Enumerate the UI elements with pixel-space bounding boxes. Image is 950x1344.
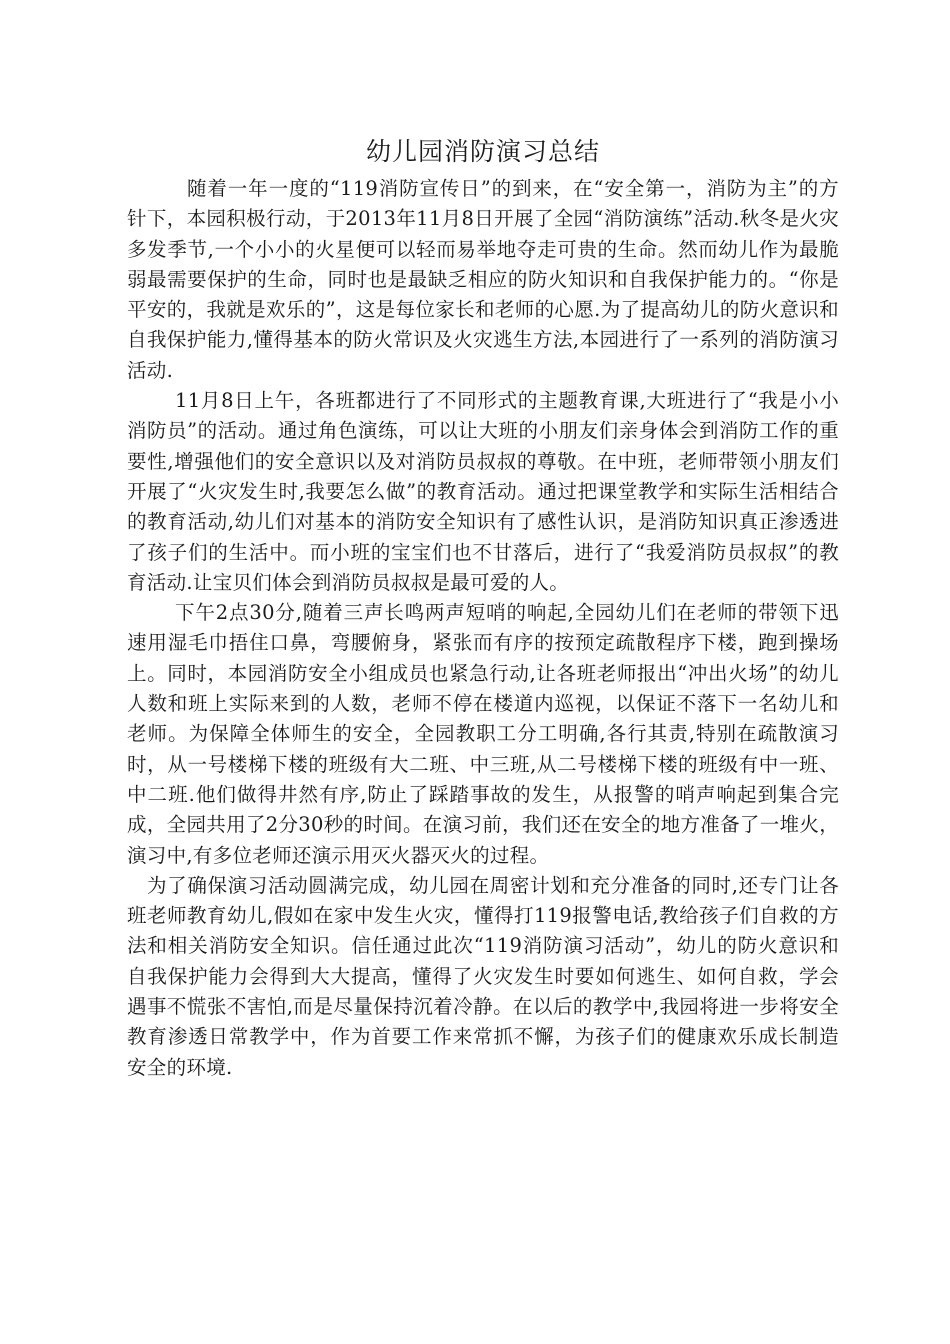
document-page (127, 132, 839, 1083)
document-title: 幼儿园消防演习总结 (365, 137, 600, 166)
paragraph-morning-activities: 11月8日上午，各班都进行了不同形式的主题教育课,大班进行了“我是小小消防员”的活动。通过角色演练，可以让大班的小朋友们亲身体会到消防工作的重要性,增强他们的安全意识以及对消防员叔叔的尊敬。在中班，老师带领小朋友们开展了“火灾发生时,我要怎么做”的教育活动。通过把课堂教学和实际生活相结合的教育活动,幼儿们对基本的消防安全知识有了感性认识，是消防知识真正渗透进了孩子们的生活中。而小班的宝宝们也不甘落后，进行了“我爱消防员叔叔”的教育活动.让宝贝们体会到消防员叔叔是最可爱的人。 (127, 389, 839, 594)
paragraph-afternoon-drill: 下午2点30分,随着三声长鸣两声短哨的响起,全园幼儿们在老师的带领下迅速用湿毛巾捂住口鼻，弯腰俯身，紧张而有序的按预定疏散程序下楼，跑到操场上。同时，本园消防安全小组成员也紧急行动,让各班老师报出“冲出火场”的幼儿人数和班上实际来到的人数，老师不停在楼道内巡视，以保证不落下一名幼儿和老师。为保障全体师生的安全，全园教职工分工明确,各行其责,特别在疏散演习时，从一号楼梯下楼的班级有大二班、中三班,从二号楼梯下楼的班级有中一班、中二班.他们做得井然有序,防止了踩踏事故的发生，从报警的哨声响起到集合完成，全园共用了2分30秒的时间。在演习前，我们还在安全的地方准备了一堆火，演习中,有多位老师还演示用灭火器灭火的过程。 (127, 601, 839, 867)
paragraph-conclusion: 为了确保演习活动圆满完成，幼儿园在周密计划和充分准备的同时,还专门让各班老师教育幼儿,假如在家中发生火灾，懂得打119报警电话,教给孩子们自救的方法和相关消防安全知识。信任通过此次“119消防演习活动”，幼儿的防火意识和自我保护能力会得到大大提高，懂得了火灾发生时要如何逃生、如何自救，学会遇事不慌张不害怕,而是尽量保持沉着冷静。在以后的教学中,我园将进一步将安全教育渗透日常教学中，作为首要工作来常抓不懈，为孩子们的健康欢乐成长制造安全的环境. (127, 873, 839, 1079)
paragraph-intro: 随着一年一度的“119消防宣传日”的到来，在“安全第一，消防为主”的方针下，本园积极行动，于2013年11月8日开展了全园“消防演练”活动.秋冬是火灾多发季节,一个小小的火星便可以轻而易举地夺走可贵的生命。然而幼儿作为最脆弱最需要保护的生命，同时也是最缺乏相应的防火知识和自我保护能力的。“你是平安的，我就是欢乐的”，这是每位家长和老师的心愿.为了提高幼儿的防火意识和自我保护能力,懂得基本的防火常识及火灾逃生方法,本园进行了一系列的消防演习活动. (127, 177, 839, 382)
